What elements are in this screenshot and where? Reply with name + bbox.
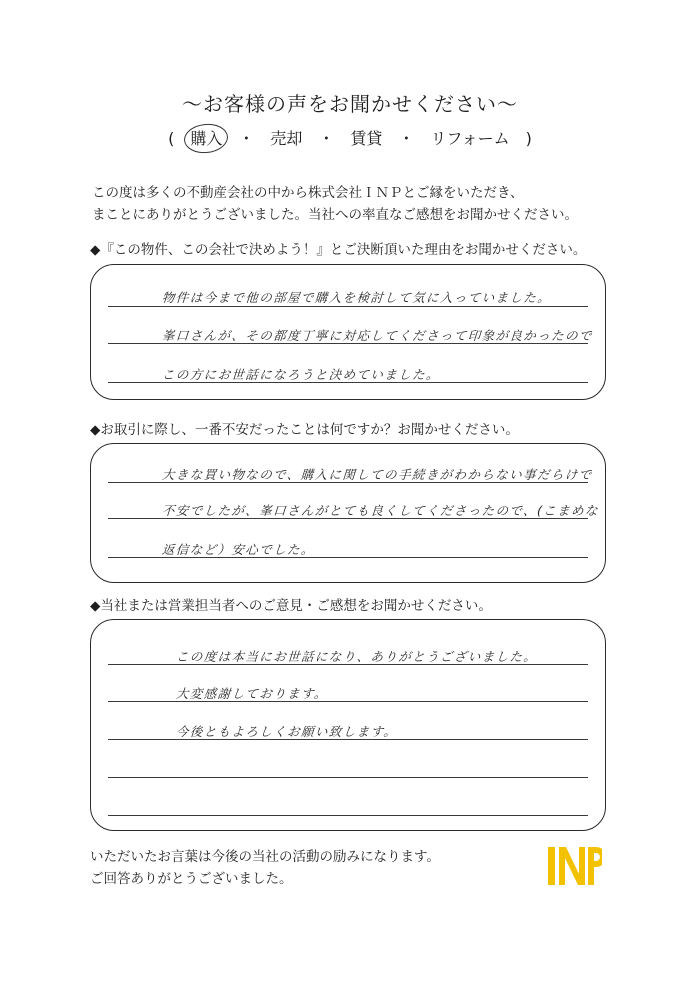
question-1: ◆『この物件、この会社で決めよう！』とご決断頂いた理由をお聞かせください。 (90, 242, 587, 258)
option-purchase: 購入 (190, 129, 223, 148)
closing-text (90, 846, 440, 890)
intro-line: まことにありがとうございました。当社への率直なご感想をお聞かせください。 (92, 207, 578, 223)
answer-3-line-1: この度は本当にお世話になり、ありがとうございました。 (175, 649, 538, 664)
option-reform: リフォーム (430, 129, 510, 148)
answer-2-line-2: 不安でしたが、峯口さんがとても良くしてくださったので、(こまめな (161, 503, 600, 518)
answer-1-line-2: 峯口さんが、その都度丁寧に対応してくださって印象が良かったので (161, 328, 594, 343)
answer-1-line-1: 物件は今まで他の部屋で購入を検討して気に入っていました。 (161, 290, 552, 305)
intro-line: この度は多くの不動産会社の中から株式会社ＩＮＰとご縁をいただき、 (92, 185, 524, 201)
transaction-type-options: ( 購入 ・ 売却 ・ 賃貸 ・ リフォーム ) (168, 129, 532, 148)
question-3: ◆当社または営業担当者へのご意見・ご感想をお聞かせください。 (90, 598, 492, 614)
inp-logo-mark (546, 844, 602, 890)
answer-line (108, 306, 588, 307)
answer-line (108, 815, 588, 816)
form-title: ～お客様の声をお聞かせください～ (182, 92, 518, 116)
closing-line: ご回答ありがとうございました。 (90, 871, 293, 887)
intro-text (92, 182, 652, 226)
question-2: ◆お取引に際し、一番不安だったことは何ですか？お聞かせください。 (90, 422, 519, 438)
answer-2-line-1: 大きな買い物なので、購入に関しての手続きがわからない事だらけで (161, 467, 594, 482)
inp-logo (546, 844, 602, 894)
answer-3-line-3: 今後ともよろしくお願い致します。 (175, 724, 398, 739)
answer-line (108, 777, 588, 778)
option-rental: 賃貸 (350, 129, 383, 148)
answer-2-line-3: 返信など）安心でした。 (161, 542, 316, 557)
answer-3-line-2: 大変感謝しております。 (175, 686, 329, 701)
option-sale: 売却 (270, 129, 303, 148)
closing-line: いただいたお言葉は今後の当社の活動の励みになります。 (90, 849, 440, 865)
answer-1-line-3: この方にお世話になろうと決めていました。 (161, 367, 441, 382)
